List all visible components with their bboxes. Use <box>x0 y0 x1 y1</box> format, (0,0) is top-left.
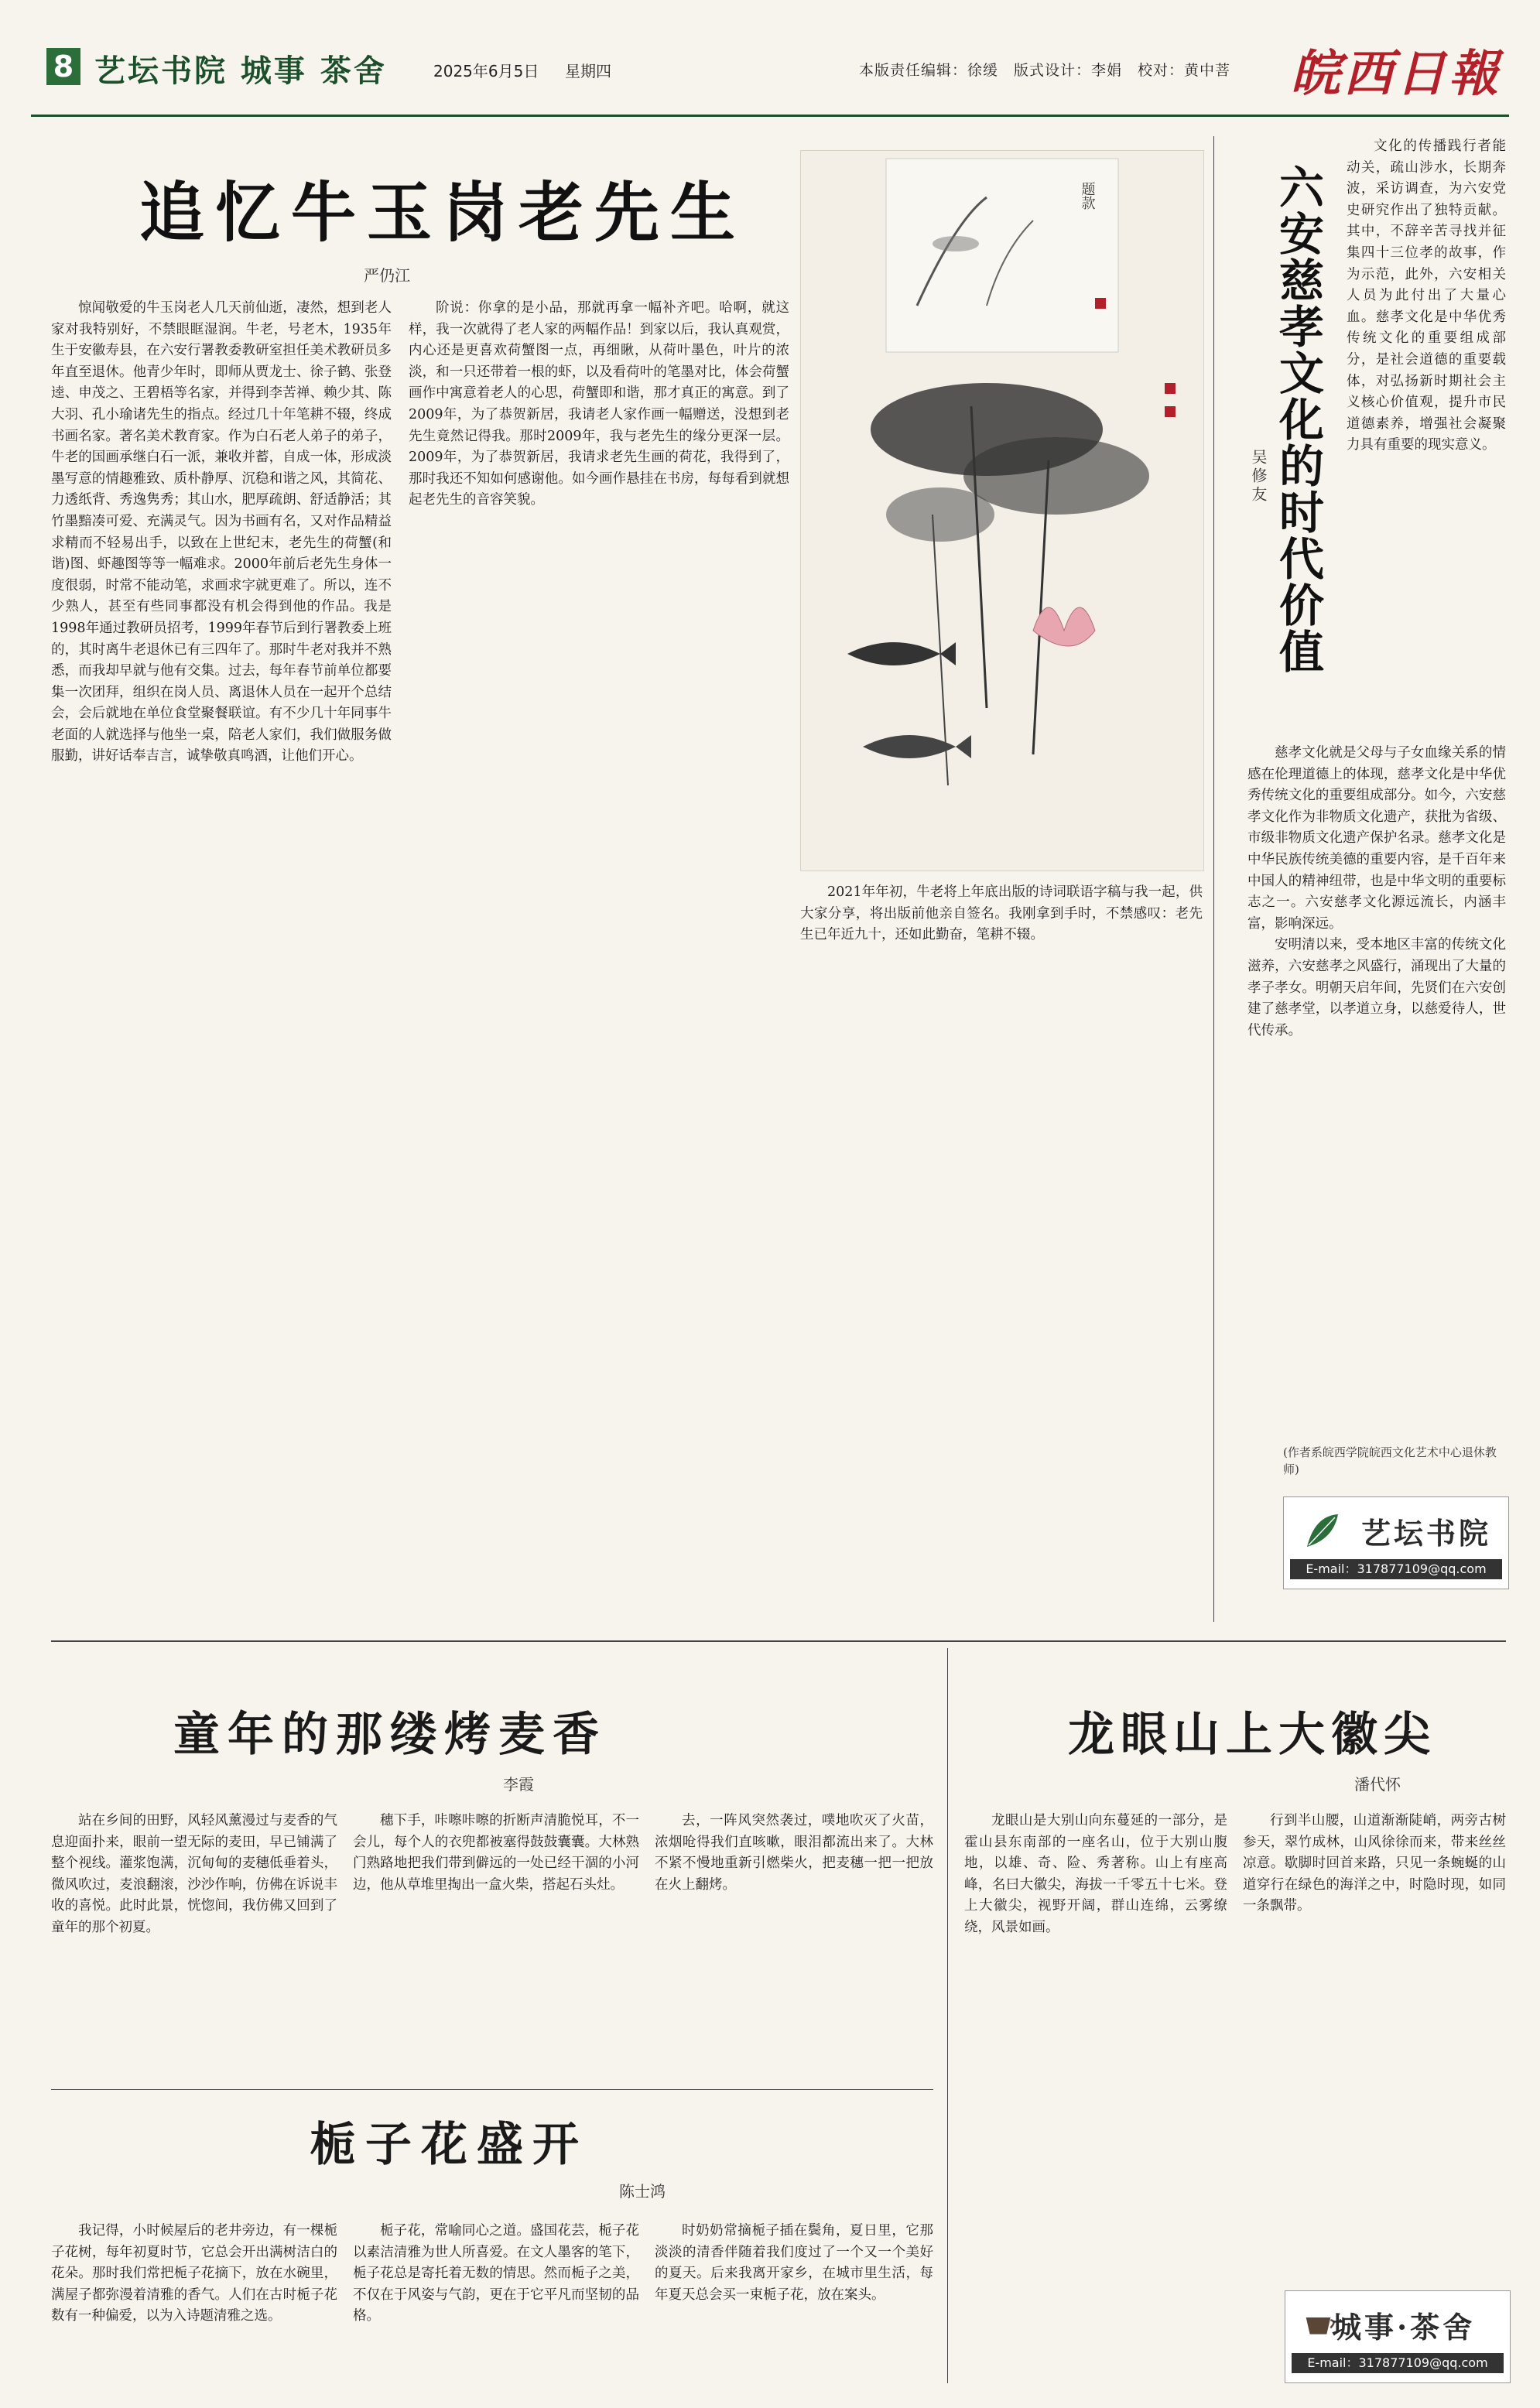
article5-column-1 <box>964 1811 1227 2383</box>
lotus-painting-icon <box>801 151 1203 871</box>
article3-paragraph: 穗下手，咔嚓咔嚓的折断声清脆悦耳，不一会儿，每个人的衣兜都被塞得鼓鼓囊囊。大林熟门熟路地把我们带到僻远的一处已经干涸的小河边，他从草堆里掏出一盒火柴，搭起石头灶。 <box>353 1813 639 1893</box>
article4-column-1 <box>51 2221 337 2383</box>
issue-date: 2025年6月5日 <box>433 62 539 80</box>
column-badge-title: 艺坛书院 <box>1361 1516 1492 1551</box>
issue-weekday: 星期四 <box>565 62 611 80</box>
article1-column-3 <box>800 882 1203 1613</box>
article2-paragraph: 安明清以来，受本地区丰富的传统文化滋养，六安慈孝之风盛行，涌现出了大量的孝子孝女。明朝天启年间，先贤们在六安创建了慈孝堂，以孝道立身，以慈爱待人，世代传承。 <box>1247 937 1506 1038</box>
column-badge2-email: E-mail：317877109@qq.com <box>1292 2353 1504 2373</box>
article5-paragraph: 龙眼山是大别山向东蔓延的一部分，是霍山县东南部的一座名山，位于大别山腹地，以雄、奇、险、秀著称。山上有座高峰，名曰大徽尖，海拔一千零五十七米。登上大徽尖，视野开阔，群山连绵，云雾缭绕，风景如画。 <box>964 1813 1227 1935</box>
column-badge2-title: 城事·茶舍 <box>1332 2310 1476 2345</box>
article5-column-2 <box>1243 1811 1506 2275</box>
article4-author: 陈士鸿 <box>619 2182 666 2201</box>
section-divider <box>51 1640 1506 1642</box>
column-badge-email: E-mail：317877109@qq.com <box>1290 1559 1502 1579</box>
article1-author: 严仍江 <box>364 266 410 285</box>
article4-title: 栀子花盛开 <box>310 2118 588 2172</box>
column-divider <box>947 1648 948 2383</box>
masthead <box>31 26 1509 111</box>
article2-paragraph: 慈孝文化就是父母与子女血缘关系的情感在伦理道德上的体现，慈孝文化是中华优秀传统文化的重要组成部分。如今，六安慈孝文化作为非物质文化遗产，获批为省级、市级非物质文化遗产保护名录。慈孝文化是中华民族传统美德的重要内容，是千百年来中国人的精神纽带，也是中华文明的重要标志之一。六安慈孝文化源远流长，内涵丰富，影响深远。 <box>1247 745 1506 932</box>
article1-paragraph: 惊闻敬爱的牛玉岗老人几天前仙逝，凄然，想到老人家对我特别好，不禁眼眶湿润。牛老，号老木，1935年生于安徽寿县，在六安行署教委教研室担任美术教研员多年直至退休。他青少年时，即师从贾龙士、徐子鹤、张登逵、申茂之、王碧梧等名家，并得到李苦禅、赖少其、陈大羽、孔小瑜诸先生的指点。经过几十年笔耕不辍，终成书画名家。著名美术教育家。作为白石老人弟子的弟子，牛老的国画承继白石一派，兼收并蓄，自成一体，形成淡墨写意的情趣雅致、质朴静厚、沉稳和谐之风，其简花、力透纸背、秀逸隽秀；其山水，肥厚疏朗、舒适静活；其竹墨黯凑可爱、充满灵气。因为书画有名，又对作品精益求精而不轻易出手，以致在上世纪末，老先生的荷蟹(和谐)图、虾趣图等等一幅难求。2000年前后老先生身体一度很弱，时常不能动笔，求画求字就更难了。所以，连不少熟人，甚至有些同事都没有机会得到他的作品。我是1998年通过教研员招考，1999年春节后到行署教委上班的，其时离牛老退休已有三四年了。那时牛老对我并不熟悉，而我却早就与他有交集。过去，每年春节前单位都要集一次团拜，组织在岗人员、离退休人员在一起开个总结会，会后就地在单位食堂聚餐联谊。有不少几十年同事牛老面的人就选择与他坐一桌，陪老人家们，我们做服务做服勤，讲好话奉吉言，诚挚敬真鸣酒，让他们开心。 <box>51 300 392 764</box>
article3-column-2 <box>353 1811 639 2074</box>
article4-column-2 <box>353 2221 639 2383</box>
column-badge-yitan <box>1283 1496 1509 1589</box>
article-divider <box>51 2089 933 2090</box>
article3-paragraph: 站在乡间的田野，风轻风薰漫过与麦香的气息迎面扑来，眼前一望无际的麦田，早已铺满了整个视线。灌浆饱满，沉甸甸的麦穗低垂着头，微风吹过，麦浪翻滚，沙沙作响，仿佛在诉说丰收的喜悦。此时此景，恍惚间，我仿佛又回到了童年的那个初夏。 <box>51 1813 337 1935</box>
article4-paragraph: 时奶奶常摘栀子插在鬓角，夏日里，它那淡淡的清香伴随着我们度过了一个又一个美好的夏天。后来我离开家乡，在城市里生活，每年夏天总会买一束栀子花，放在案头。 <box>655 2223 933 2303</box>
article2-author: 吴修友 <box>1249 449 1268 505</box>
ink-painting-image <box>800 150 1204 871</box>
page-number: 8 <box>46 48 80 85</box>
newspaper-logo: 皖西日報 <box>1291 45 1501 103</box>
article3-column-3 <box>655 1811 933 2074</box>
masthead-rule <box>31 115 1509 117</box>
article2-paragraph: 文化的传播践行者能动关，疏山涉水，长期奔波，采访调查，为六安党史研究作出了独特贡献。其中，不辞辛苦寻找并征集四十三位孝的故事，作为示范，此外，六安相关人员为此付出了大量心血。慈孝文化是中华优秀传统文化的重要组成部分，是社会道德的重要载体，对弘扬新时期社会主义核心价值观，提升市民道德素养，增强社会凝聚力具有重要的现实意义。 <box>1347 139 1506 453</box>
article5-author: 潘代怀 <box>1354 1775 1401 1794</box>
article1-paragraph: 2021年年初，牛老将上年底出版的诗词联语字稿与我一起，供大家分享，将出版前他亲自签名。我刚拿到手时，不禁感叹：老先生已年近九十，还如此勤奋，笔耕不辍。 <box>800 884 1203 943</box>
article1-title: 追忆牛玉岗老先生 <box>139 174 747 251</box>
svg-text:题款: 题款 <box>1079 182 1096 210</box>
section-title: 艺坛书院 城事 茶舍 <box>94 53 387 89</box>
article2-column-2 <box>1247 743 1506 1439</box>
leaf-icon <box>1299 1508 1346 1555</box>
article4-paragraph: 我记得，小时候屋后的老井旁边，有一棵栀子花树，每年初夏时节，它总会开出满树洁白的花朵。那时我们常把栀子花摘下，放在水碗里，满屋子都弥漫着清雅的香气。人们在古时栀子花数有一种偏爱，以为入诗题清雅之选。 <box>51 2223 337 2324</box>
column-badge-chengshi <box>1285 2290 1511 2383</box>
article5-title: 龙眼山上大徽尖 <box>1068 1708 1436 1762</box>
article2-column-1 <box>1347 136 1506 724</box>
article1-paragraph: 阶说：你拿的是小品，那就再拿一幅补齐吧。哈啊，就这样，我一次就得了老人家的两幅作品！到家以后，我认真观赏，内心还是更喜欢荷蟹图一点，再细瞅，从荷叶墨色，叶片的浓淡，和一只还带着一根的虾，以及看荷叶的笔墨对比，体会荷蟹画作中寓意着老人的心思，荷蟹即和谐，那才真正的寓意。到了2009年，为了恭贺新居，我请老人家作画一幅赠送，没想到老先生竟然记得我。那时2009年，我与老先生的缘分更深一层。2009年，为了恭贺新居，我请求老先生画的荷花，我得到了，那时我还不知如何感谢他。如今画作悬挂在书房，每每看到就想起老先生的音容笑貌。 <box>409 300 789 508</box>
article4-column-3 <box>655 2221 933 2383</box>
article3-paragraph: 去，一阵风突然袭过，噗地吹灭了火苗，浓烟呛得我们直咳嗽，眼泪都流出来了。大林不紧不慢地重新引燃柴火，把麦穗一把一把放在火上翻烤。 <box>655 1813 933 1893</box>
article2-title: 六安慈孝文化的时代价值 <box>1271 164 1324 675</box>
article1-column-1 <box>51 298 392 1613</box>
article4-paragraph: 栀子花，常喻同心之道。盛国花芸，栀子花以素洁清雅为世人所喜爱。在文人墨客的笔下，栀子花总是寄托着无数的情思。然而栀子之美，不仅在于风姿与气韵，更在于它平凡而坚韧的品格。 <box>353 2223 639 2324</box>
article3-title: 童年的那缕烤麦香 <box>173 1708 607 1762</box>
staff-credits: 本版责任编辑：徐缓 版式设计：李娟 校对：黄中菩 <box>859 62 1231 79</box>
article2-author-note: (作者系皖西学院皖西文化艺术中心退休教师) <box>1283 1445 1497 1476</box>
article3-author: 李霞 <box>503 1775 534 1794</box>
article1-column-2 <box>409 298 789 1613</box>
column-divider <box>1213 136 1214 1622</box>
article5-paragraph: 行到半山腰，山道渐渐陡峭，两旁古树参天，翠竹成林，山风徐徐而来，带来丝丝凉意。歇脚时回首来路，只见一条蜿蜒的山道穿行在绿色的海洋之中，时隐时现，如同一条飘带。 <box>1243 1813 1506 1914</box>
article3-column-1 <box>51 1811 337 2074</box>
